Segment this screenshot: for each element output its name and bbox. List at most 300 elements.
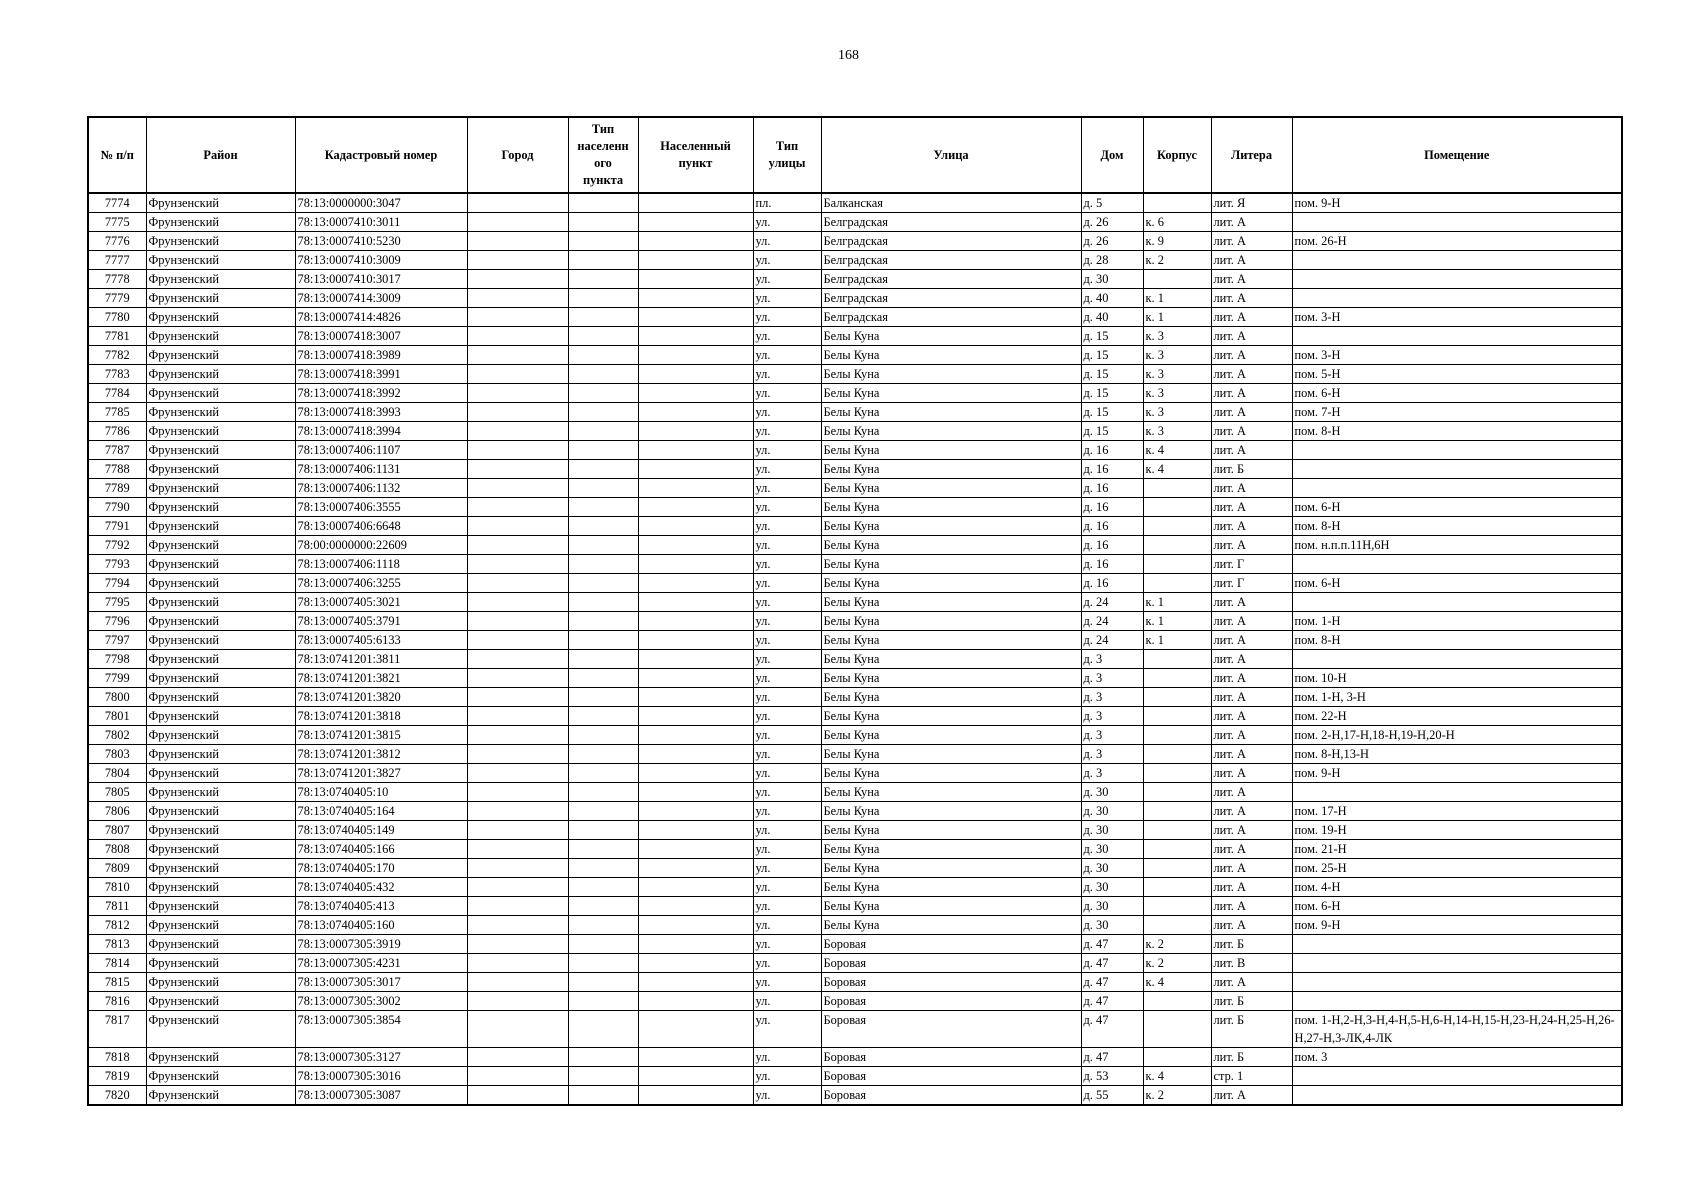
- cell-settlement-type: [568, 479, 638, 498]
- cell-settlement: [638, 365, 753, 384]
- cell-letter: лит. А: [1211, 517, 1292, 536]
- table-row: [88, 403, 1622, 422]
- cell-street-type: ул.: [753, 289, 821, 308]
- cell-premises: пом. 7-Н: [1292, 403, 1622, 422]
- cell-street-type: ул.: [753, 308, 821, 327]
- cell-settlement-type: [568, 1048, 638, 1067]
- cell-street: Белы Куна: [821, 441, 1081, 460]
- cell-settlement-type: [568, 688, 638, 707]
- cell-street-type: ул.: [753, 479, 821, 498]
- cell-row-number: 7813: [88, 935, 146, 954]
- cell-house: д. 15: [1081, 384, 1143, 403]
- cell-settlement-type: [568, 916, 638, 935]
- cell-street: Белградская: [821, 289, 1081, 308]
- cell-cadastral-number: 78:13:0007305:3002: [295, 992, 467, 1011]
- cell-house: д. 16: [1081, 479, 1143, 498]
- table-row: [88, 859, 1622, 878]
- cell-house: д. 47: [1081, 992, 1143, 1011]
- cell-cadastral-number: 78:13:0740405:413: [295, 897, 467, 916]
- cell-cadastral-number: 78:13:0741201:3812: [295, 745, 467, 764]
- cell-building: к. 2: [1143, 251, 1211, 270]
- cell-settlement-type: [568, 878, 638, 897]
- cell-cadastral-number: 78:13:0007305:3016: [295, 1067, 467, 1086]
- cell-cadastral-number: 78:13:0007406:6648: [295, 517, 467, 536]
- cell-street-type: ул.: [753, 536, 821, 555]
- cell-settlement-type: [568, 403, 638, 422]
- cell-letter: лит. А: [1211, 593, 1292, 612]
- cell-street-type: ул.: [753, 802, 821, 821]
- cell-house: д. 55: [1081, 1086, 1143, 1106]
- cell-district: Фрунзенский: [146, 631, 295, 650]
- property-registry-table: [87, 116, 1623, 1106]
- cell-letter: лит. А: [1211, 384, 1292, 403]
- cell-street: Белы Куна: [821, 650, 1081, 669]
- cell-row-number: 7789: [88, 479, 146, 498]
- table-row: [88, 422, 1622, 441]
- cell-row-number: 7798: [88, 650, 146, 669]
- cell-building: [1143, 688, 1211, 707]
- cell-cadastral-number: 78:13:0007406:1131: [295, 460, 467, 479]
- cell-house: д. 3: [1081, 707, 1143, 726]
- cell-street-type: ул.: [753, 1011, 821, 1048]
- cell-city: [467, 479, 568, 498]
- cell-street: Балканская: [821, 193, 1081, 213]
- cell-city: [467, 688, 568, 707]
- cell-letter: лит. А: [1211, 498, 1292, 517]
- cell-district: Фрунзенский: [146, 536, 295, 555]
- cell-district: Фрунзенский: [146, 821, 295, 840]
- cell-district: Фрунзенский: [146, 992, 295, 1011]
- cell-street-type: ул.: [753, 1086, 821, 1106]
- cell-letter: лит. А: [1211, 840, 1292, 859]
- header-row-number: № п/п: [88, 117, 146, 193]
- cell-house: д. 3: [1081, 726, 1143, 745]
- cell-house: д. 30: [1081, 783, 1143, 802]
- header-letter: Литера: [1211, 117, 1292, 193]
- cell-cadastral-number: 78:13:0741201:3827: [295, 764, 467, 783]
- table-row: [88, 954, 1622, 973]
- cell-building: к. 3: [1143, 422, 1211, 441]
- cell-settlement: [638, 612, 753, 631]
- cell-settlement: [638, 783, 753, 802]
- cell-house: д. 47: [1081, 1048, 1143, 1067]
- cell-district: Фрунзенский: [146, 707, 295, 726]
- cell-building: [1143, 650, 1211, 669]
- table-row: [88, 346, 1622, 365]
- cell-district: Фрунзенский: [146, 403, 295, 422]
- cell-settlement: [638, 593, 753, 612]
- cell-row-number: 7817: [88, 1011, 146, 1048]
- cell-building: к. 3: [1143, 365, 1211, 384]
- cell-cadastral-number: 78:13:0740405:170: [295, 859, 467, 878]
- cell-premises: [1292, 650, 1622, 669]
- cell-settlement: [638, 403, 753, 422]
- cell-street: Боровая: [821, 954, 1081, 973]
- cell-row-number: 7778: [88, 270, 146, 289]
- cell-row-number: 7806: [88, 802, 146, 821]
- cell-street-type: ул.: [753, 764, 821, 783]
- cell-city: [467, 365, 568, 384]
- cell-house: д. 3: [1081, 650, 1143, 669]
- cell-city: [467, 650, 568, 669]
- cell-street-type: ул.: [753, 346, 821, 365]
- cell-street: Белы Куна: [821, 859, 1081, 878]
- cell-district: Фрунзенский: [146, 916, 295, 935]
- cell-letter: лит. А: [1211, 745, 1292, 764]
- table-row: [88, 764, 1622, 783]
- header-street-type: Тип улицы: [753, 117, 821, 193]
- cell-district: Фрунзенский: [146, 745, 295, 764]
- cell-row-number: 7808: [88, 840, 146, 859]
- cell-settlement: [638, 308, 753, 327]
- cell-letter: лит. Б: [1211, 935, 1292, 954]
- cell-street: Боровая: [821, 1048, 1081, 1067]
- cell-house: д. 24: [1081, 631, 1143, 650]
- header-district: Район: [146, 117, 295, 193]
- cell-settlement-type: [568, 517, 638, 536]
- cell-settlement: [638, 897, 753, 916]
- cell-house: д. 15: [1081, 422, 1143, 441]
- cell-settlement: [638, 650, 753, 669]
- cell-row-number: 7796: [88, 612, 146, 631]
- cell-city: [467, 897, 568, 916]
- cell-city: [467, 821, 568, 840]
- cell-city: [467, 1011, 568, 1048]
- cell-city: [467, 992, 568, 1011]
- cell-row-number: 7820: [88, 1086, 146, 1106]
- cell-letter: лит. А: [1211, 308, 1292, 327]
- cell-row-number: 7794: [88, 574, 146, 593]
- cell-settlement-type: [568, 593, 638, 612]
- cell-premises: [1292, 460, 1622, 479]
- cell-city: [467, 783, 568, 802]
- cell-settlement-type: [568, 498, 638, 517]
- cell-settlement-type: [568, 650, 638, 669]
- table-row: [88, 308, 1622, 327]
- cell-settlement-type: [568, 1067, 638, 1086]
- cell-building: [1143, 479, 1211, 498]
- cell-settlement: [638, 916, 753, 935]
- cell-settlement: [638, 441, 753, 460]
- cell-city: [467, 859, 568, 878]
- cell-street-type: ул.: [753, 1067, 821, 1086]
- cell-cadastral-number: 78:13:0007410:5230: [295, 232, 467, 251]
- cell-row-number: 7795: [88, 593, 146, 612]
- cell-house: д. 16: [1081, 441, 1143, 460]
- cell-settlement: [638, 498, 753, 517]
- cell-street-type: ул.: [753, 916, 821, 935]
- cell-district: Фрунзенский: [146, 859, 295, 878]
- table-row: [88, 802, 1622, 821]
- cell-city: [467, 878, 568, 897]
- table-row: [88, 688, 1622, 707]
- cell-street: Боровая: [821, 973, 1081, 992]
- cell-street-type: ул.: [753, 992, 821, 1011]
- table-row: [88, 1067, 1622, 1086]
- cell-street: Белы Куна: [821, 498, 1081, 517]
- cell-premises: [1292, 270, 1622, 289]
- cell-street-type: ул.: [753, 631, 821, 650]
- cell-street-type: ул.: [753, 517, 821, 536]
- cell-house: д. 30: [1081, 840, 1143, 859]
- table-row: [88, 232, 1622, 251]
- cell-premises: [1292, 593, 1622, 612]
- cell-street: Белградская: [821, 308, 1081, 327]
- cell-settlement-type: [568, 935, 638, 954]
- cell-street-type: пл.: [753, 193, 821, 213]
- cell-house: д. 3: [1081, 688, 1143, 707]
- cell-cadastral-number: 78:13:0740405:164: [295, 802, 467, 821]
- cell-row-number: 7781: [88, 327, 146, 346]
- cell-letter: лит. А: [1211, 270, 1292, 289]
- cell-city: [467, 764, 568, 783]
- cell-letter: лит. А: [1211, 327, 1292, 346]
- cell-house: д. 30: [1081, 897, 1143, 916]
- cell-cadastral-number: 78:13:0007305:4231: [295, 954, 467, 973]
- cell-district: Фрунзенский: [146, 935, 295, 954]
- table-row: [88, 251, 1622, 270]
- cell-premises: пом. 8-Н: [1292, 422, 1622, 441]
- cell-row-number: 7809: [88, 859, 146, 878]
- cell-street-type: ул.: [753, 555, 821, 574]
- cell-district: Фрунзенский: [146, 555, 295, 574]
- cell-city: [467, 555, 568, 574]
- cell-building: к. 2: [1143, 1086, 1211, 1106]
- cell-city: [467, 1086, 568, 1106]
- cell-settlement-type: [568, 840, 638, 859]
- cell-district: Фрунзенский: [146, 308, 295, 327]
- cell-street-type: ул.: [753, 593, 821, 612]
- cell-district: Фрунзенский: [146, 612, 295, 631]
- cell-settlement: [638, 973, 753, 992]
- table-row: [88, 479, 1622, 498]
- cell-district: Фрунзенский: [146, 1048, 295, 1067]
- cell-street: Белы Куна: [821, 631, 1081, 650]
- cell-street: Боровая: [821, 992, 1081, 1011]
- cell-street: Белградская: [821, 251, 1081, 270]
- header-house: Дом: [1081, 117, 1143, 193]
- cell-building: [1143, 764, 1211, 783]
- cell-house: д. 16: [1081, 536, 1143, 555]
- cell-street-type: ул.: [753, 422, 821, 441]
- cell-settlement-type: [568, 441, 638, 460]
- cell-cadastral-number: 78:13:0007305:3017: [295, 973, 467, 992]
- cell-row-number: 7788: [88, 460, 146, 479]
- cell-settlement: [638, 745, 753, 764]
- cell-premises: [1292, 213, 1622, 232]
- cell-settlement-type: [568, 992, 638, 1011]
- cell-letter: лит. А: [1211, 346, 1292, 365]
- cell-premises: [1292, 441, 1622, 460]
- cell-premises: пом. 19-Н: [1292, 821, 1622, 840]
- cell-street: Белы Куна: [821, 517, 1081, 536]
- cell-premises: [1292, 251, 1622, 270]
- cell-street-type: ул.: [753, 840, 821, 859]
- cell-city: [467, 517, 568, 536]
- cell-street-type: ул.: [753, 821, 821, 840]
- cell-premises: пом. 6-Н: [1292, 897, 1622, 916]
- cell-settlement: [638, 821, 753, 840]
- table-row: [88, 327, 1622, 346]
- cell-row-number: 7785: [88, 403, 146, 422]
- cell-settlement: [638, 193, 753, 213]
- cell-cadastral-number: 78:13:0007418:3993: [295, 403, 467, 422]
- cell-row-number: 7819: [88, 1067, 146, 1086]
- cell-district: Фрунзенский: [146, 441, 295, 460]
- cell-settlement-type: [568, 536, 638, 555]
- cell-street: Белы Куна: [821, 384, 1081, 403]
- cell-street: Белы Куна: [821, 802, 1081, 821]
- cell-premises: [1292, 954, 1622, 973]
- cell-building: [1143, 517, 1211, 536]
- cell-building: [1143, 536, 1211, 555]
- cell-cadastral-number: 78:13:0007418:3991: [295, 365, 467, 384]
- cell-settlement-type: [568, 897, 638, 916]
- cell-settlement-type: [568, 802, 638, 821]
- cell-letter: лит. Г: [1211, 574, 1292, 593]
- table-row: [88, 878, 1622, 897]
- cell-premises: [1292, 935, 1622, 954]
- cell-cadastral-number: 78:13:0007405:6133: [295, 631, 467, 650]
- cell-city: [467, 916, 568, 935]
- cell-street: Белы Куна: [821, 764, 1081, 783]
- cell-house: д. 3: [1081, 669, 1143, 688]
- table-row: [88, 707, 1622, 726]
- cell-district: Фрунзенский: [146, 1086, 295, 1106]
- cell-house: д. 47: [1081, 954, 1143, 973]
- cell-settlement: [638, 1086, 753, 1106]
- cell-district: Фрунзенский: [146, 764, 295, 783]
- cell-building: к. 1: [1143, 593, 1211, 612]
- cell-building: [1143, 992, 1211, 1011]
- cell-letter: лит. Б: [1211, 992, 1292, 1011]
- table-header-row: [88, 117, 1622, 193]
- cell-settlement-type: [568, 289, 638, 308]
- cell-settlement: [638, 631, 753, 650]
- table-row: [88, 460, 1622, 479]
- cell-city: [467, 1067, 568, 1086]
- cell-premises: пом. 4-Н: [1292, 878, 1622, 897]
- cell-row-number: 7790: [88, 498, 146, 517]
- cell-district: Фрунзенский: [146, 1067, 295, 1086]
- cell-letter: лит. А: [1211, 441, 1292, 460]
- cell-cadastral-number: 78:13:0007305:3087: [295, 1086, 467, 1106]
- cell-street-type: ул.: [753, 669, 821, 688]
- cell-city: [467, 498, 568, 517]
- table-row: [88, 441, 1622, 460]
- cell-street-type: ул.: [753, 498, 821, 517]
- header-premises: Помещение: [1292, 117, 1622, 193]
- cell-settlement-type: [568, 346, 638, 365]
- cell-city: [467, 308, 568, 327]
- cell-district: Фрунзенский: [146, 688, 295, 707]
- cell-city: [467, 745, 568, 764]
- table-row: [88, 1086, 1622, 1106]
- cell-settlement-type: [568, 764, 638, 783]
- cell-settlement-type: [568, 783, 638, 802]
- cell-cadastral-number: 78:13:0007405:3021: [295, 593, 467, 612]
- cell-district: Фрунзенский: [146, 574, 295, 593]
- cell-settlement-type: [568, 422, 638, 441]
- cell-row-number: 7780: [88, 308, 146, 327]
- cell-letter: лит. А: [1211, 422, 1292, 441]
- cell-building: [1143, 840, 1211, 859]
- header-cadastral-number: Кадастровый номер: [295, 117, 467, 193]
- table-row: [88, 745, 1622, 764]
- cell-street-type: ул.: [753, 574, 821, 593]
- cell-building: к. 4: [1143, 441, 1211, 460]
- cell-row-number: 7776: [88, 232, 146, 251]
- cell-premises: [1292, 1067, 1622, 1086]
- cell-settlement: [638, 536, 753, 555]
- cell-district: Фрунзенский: [146, 327, 295, 346]
- cell-cadastral-number: 78:13:0741201:3820: [295, 688, 467, 707]
- cell-house: д. 40: [1081, 289, 1143, 308]
- cell-settlement: [638, 232, 753, 251]
- cell-row-number: 7811: [88, 897, 146, 916]
- cell-letter: лит. А: [1211, 479, 1292, 498]
- table-row: [88, 935, 1622, 954]
- table-row: [88, 270, 1622, 289]
- cell-row-number: 7791: [88, 517, 146, 536]
- cell-premises: пом. 6-Н: [1292, 498, 1622, 517]
- table-row: [88, 669, 1622, 688]
- cell-district: Фрунзенский: [146, 726, 295, 745]
- cell-building: к. 3: [1143, 384, 1211, 403]
- cell-letter: лит. А: [1211, 612, 1292, 631]
- cell-street-type: ул.: [753, 384, 821, 403]
- cell-street-type: ул.: [753, 650, 821, 669]
- cell-district: Фрунзенский: [146, 289, 295, 308]
- cell-street: Белы Куна: [821, 327, 1081, 346]
- table-row: [88, 289, 1622, 308]
- cell-street: Белы Куна: [821, 916, 1081, 935]
- cell-house: д. 24: [1081, 612, 1143, 631]
- cell-house: д. 30: [1081, 916, 1143, 935]
- header-street: Улица: [821, 117, 1081, 193]
- cell-premises: [1292, 555, 1622, 574]
- table-row: [88, 916, 1622, 935]
- cell-street-type: ул.: [753, 688, 821, 707]
- cell-letter: лит. А: [1211, 859, 1292, 878]
- cell-letter: лит. А: [1211, 213, 1292, 232]
- header-city: Город: [467, 117, 568, 193]
- table-row: [88, 840, 1622, 859]
- cell-settlement-type: [568, 973, 638, 992]
- cell-settlement: [638, 726, 753, 745]
- cell-premises: пом. 8-Н: [1292, 631, 1622, 650]
- cell-row-number: 7803: [88, 745, 146, 764]
- cell-settlement-type: [568, 460, 638, 479]
- cell-cadastral-number: 78:13:0007418:3992: [295, 384, 467, 403]
- cell-house: д. 30: [1081, 821, 1143, 840]
- cell-city: [467, 289, 568, 308]
- cell-building: [1143, 802, 1211, 821]
- cell-letter: лит. Я: [1211, 193, 1292, 213]
- cell-house: д. 15: [1081, 346, 1143, 365]
- cell-settlement: [638, 669, 753, 688]
- cell-district: Фрунзенский: [146, 365, 295, 384]
- cell-letter: лит. А: [1211, 536, 1292, 555]
- cell-street-type: ул.: [753, 897, 821, 916]
- cell-cadastral-number: 78:13:0741201:3818: [295, 707, 467, 726]
- cell-premises: пом. н.п.п.11Н,6Н: [1292, 536, 1622, 555]
- cell-building: к. 4: [1143, 460, 1211, 479]
- cell-premises: [1292, 327, 1622, 346]
- cell-settlement-type: [568, 270, 638, 289]
- cell-street-type: ул.: [753, 859, 821, 878]
- cell-row-number: 7818: [88, 1048, 146, 1067]
